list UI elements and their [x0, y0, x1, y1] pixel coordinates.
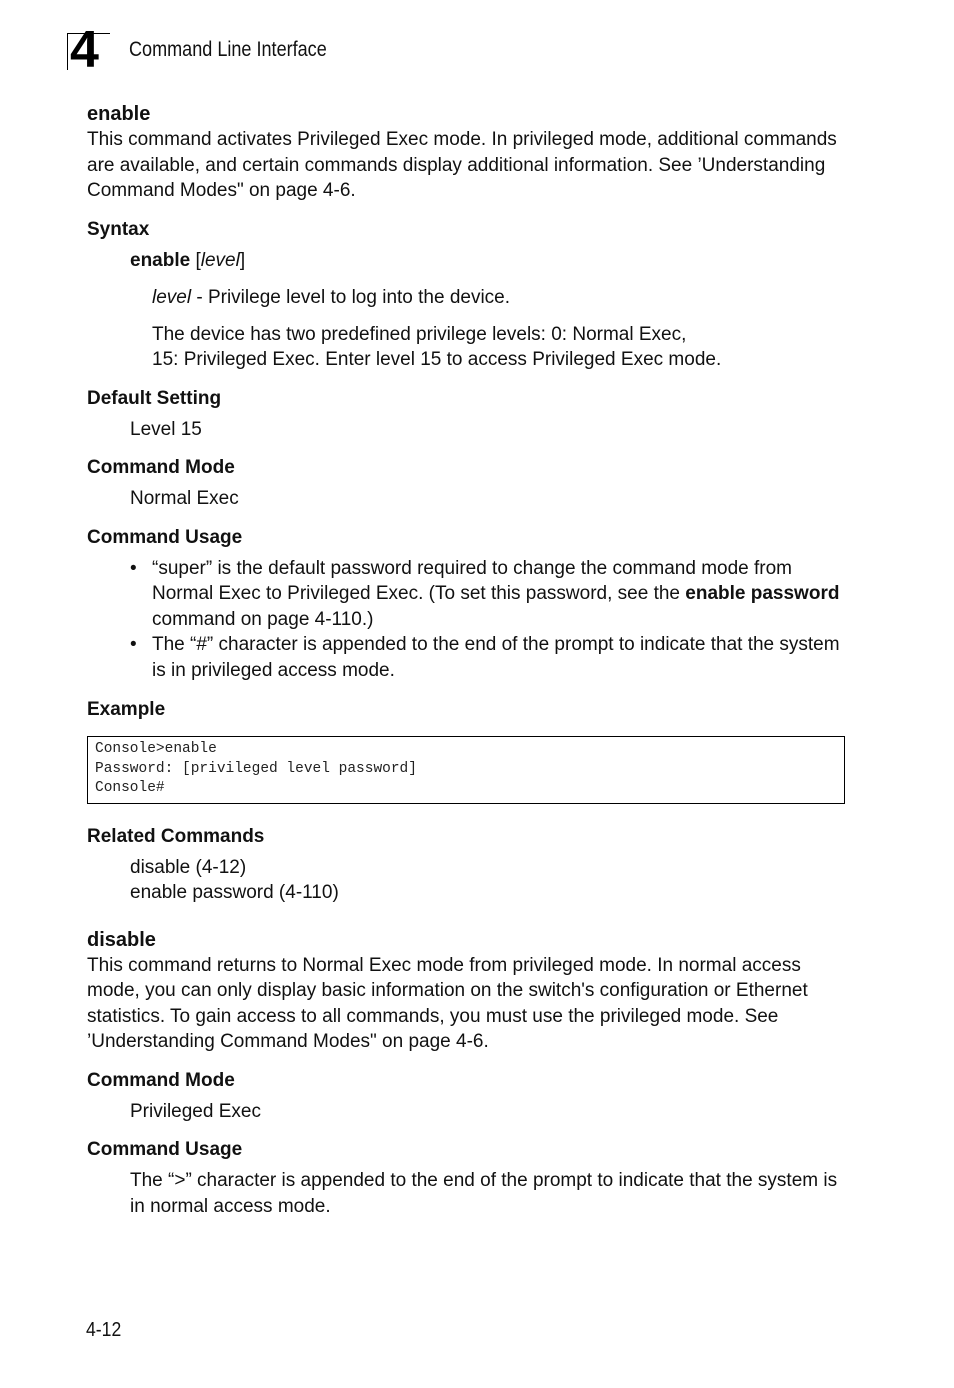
related-command-item: enable password (4-110) [130, 882, 339, 903]
code-line: Console# [95, 780, 165, 796]
page-number: 4-12 [86, 1319, 122, 1341]
default-setting-value: Level 15 [130, 418, 202, 440]
param-note-line1: The device has two predefined privilege levels: 0: Normal Exec, [152, 323, 687, 345]
code-line: Password: [privileged level password] [95, 760, 417, 777]
param-note [152, 322, 857, 373]
list-item [87, 556, 857, 633]
command-mode-value: Privileged Exec [130, 1100, 261, 1122]
code-line: Console>enable [95, 741, 217, 757]
command-mode-value: Normal Exec [130, 488, 239, 509]
syntax-heading: Syntax [87, 218, 150, 240]
syntax-open-bracket: [ [190, 249, 201, 271]
disable-description: This command returns to Normal Exec mode from privileged mode. In normal access mode, you can only display basic information on the switch's configuration or Ethernet statistics. To gain access to all commands, you must use the privileged mode. See ’Understanding Command Modes" on page 4-6. [87, 954, 808, 1052]
running-header-title: Command Line Interface [129, 38, 327, 61]
default-setting-heading: Default Setting [87, 387, 222, 409]
param-description [152, 285, 857, 311]
param-desc-text: - Privilege level to log into the device. [191, 287, 511, 308]
enable-title: enable [87, 103, 151, 125]
disable-title: disable [87, 928, 156, 951]
usage-text: command on page 4-110.) [152, 608, 374, 630]
related-commands-heading: Related Commands [87, 825, 265, 847]
example-code-block [87, 736, 845, 804]
related-commands-list [130, 855, 857, 906]
command-usage-text: The “>” character is appended to the end of the prompt to indicate that the system is in normal access mode. [130, 1170, 838, 1217]
bullet-icon: • [130, 557, 137, 579]
param-name: level [152, 287, 192, 308]
enable-description: This command activates Privileged Exec mode. In privileged mode, additional commands are available, and certain commands display additional information. See ’Understanding Command Modes" on page 4-6. [87, 129, 837, 201]
usage-text: The “#” character is appended to the end of the prompt to indicate that the system is in privileged access mode. [152, 634, 840, 681]
command-mode-heading: Command Mode [87, 1069, 235, 1091]
command-usage-list [87, 556, 857, 684]
page-content [87, 101, 857, 1219]
example-heading: Example [87, 699, 166, 720]
syntax-line [130, 248, 857, 274]
syntax-close-bracket: ] [239, 249, 246, 271]
disable-section [87, 927, 857, 1220]
chapter-number: 4 [70, 21, 99, 79]
related-command-item: disable (4-12) [130, 856, 247, 878]
command-mode-heading: Command Mode [87, 457, 235, 478]
param-note-line2: 15: Privileged Exec. Enter level 15 to access Privileged Exec mode. [152, 349, 722, 370]
enable-section [87, 101, 857, 906]
usage-text: “super” is the default password required to change the command mode from Normal Exec to Privileged Exec. (To set this password, see the [152, 557, 792, 604]
command-usage-heading: Command Usage [87, 1139, 243, 1160]
syntax-command: enable [130, 249, 191, 271]
list-item [87, 632, 857, 683]
bullet-icon: • [130, 634, 137, 655]
command-usage-heading: Command Usage [87, 526, 243, 548]
syntax-param: level [200, 249, 240, 271]
enable-password-ref: enable password [685, 583, 840, 604]
